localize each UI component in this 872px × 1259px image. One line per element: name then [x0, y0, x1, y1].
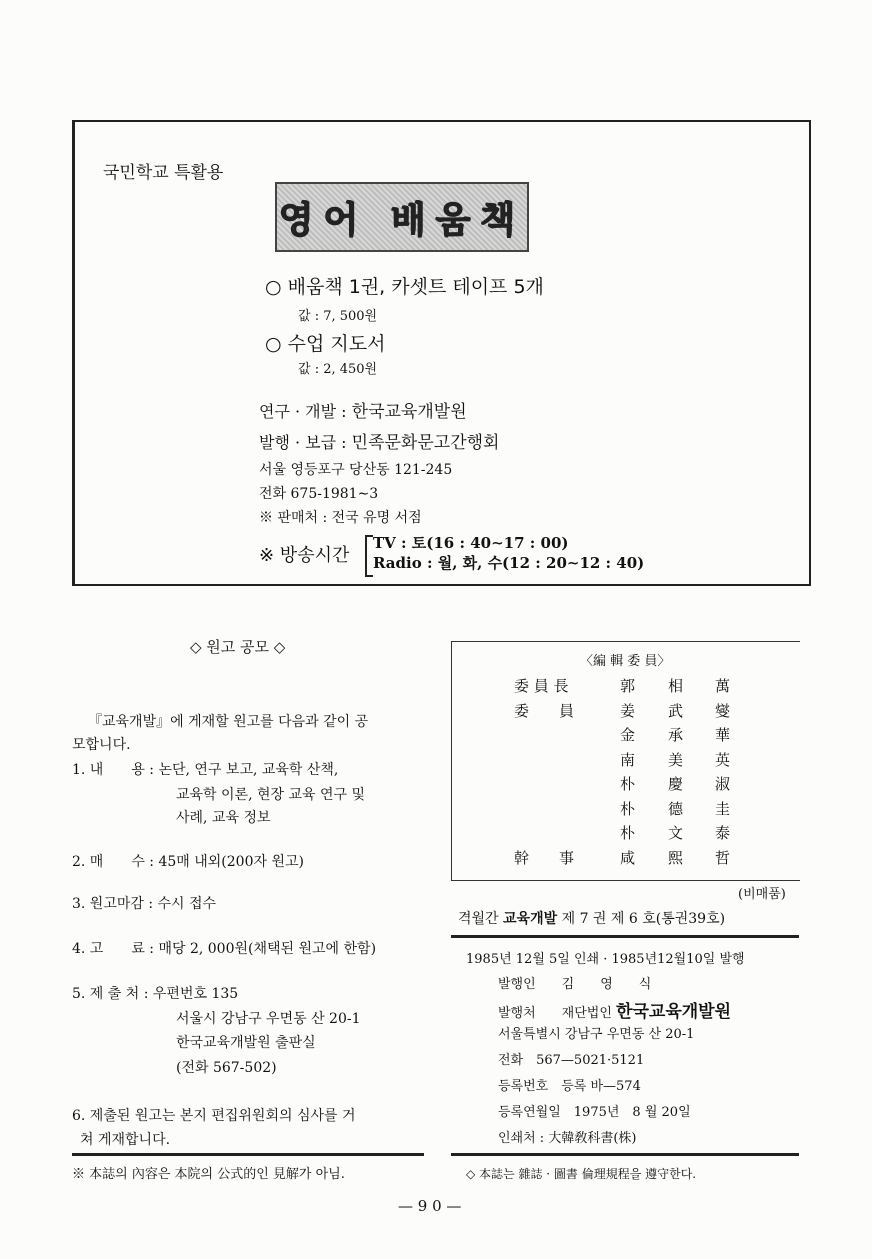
- editor-name-char: 華: [715, 726, 731, 744]
- ad-item-2-price: 값 : 2, 450원: [298, 362, 378, 377]
- call-item-5: 5. 제 출 처 : 우편번호 135: [72, 986, 239, 1002]
- ad-item-1: ○ 배움책 1권, 카셋트 테이프 5개: [265, 276, 544, 298]
- colophon-publisher: 발행인 김 영 식: [498, 977, 652, 992]
- call-item-5-cont: (전화 567-502): [176, 1060, 277, 1076]
- editor-name-char: 咸: [620, 848, 636, 867]
- editor-name-char: 南: [620, 750, 636, 769]
- journal-name: 교육개발: [503, 911, 558, 927]
- editor-name-char: 文: [668, 824, 684, 842]
- call-intro-line-1: 『교육개발』에 게재할 원고를 다음과 같이 공: [88, 714, 369, 730]
- ad-phone: 전화 675-1981∼3: [259, 486, 379, 502]
- editor-role: 委 員 長: [514, 677, 569, 695]
- colophon-rule-top: [451, 935, 799, 938]
- ad-address: 서울 영등포구 당산동 121-245: [259, 462, 453, 478]
- not-for-sale: (비매품): [738, 887, 786, 902]
- editor-name-char: 淑: [715, 775, 731, 793]
- editor-name-char: 金: [620, 726, 636, 744]
- ad-item-2: ○ 수업 지도서: [265, 333, 386, 355]
- colophon-org: 발행처 재단법인 한국교육개발원: [498, 1002, 732, 1022]
- ad-tv-time: TV : 토(16 : 40∼17 : 00): [373, 534, 569, 552]
- call-item-4: 4. 고 료 : 매당 2, 000원(채택된 원고에 한함): [72, 941, 377, 957]
- ad-subtitle: 국민학교 특활용: [103, 163, 224, 183]
- editors-heading: 〈編 輯 委 員〉: [580, 654, 671, 669]
- call-item-6: 6. 제출된 원고는 본지 편집위원회의 심사를 거: [72, 1108, 356, 1124]
- editor-name-char: 慶: [668, 775, 684, 793]
- editor-role: 幹 事: [514, 848, 575, 867]
- colophon-address: 서울특별시 강남구 우면동 산 20-1: [498, 1027, 695, 1042]
- call-item-5-cont: 서울시 강남구 우면동 산 20-1: [176, 1011, 361, 1027]
- editor-name-char: 朴: [620, 824, 636, 842]
- call-item-1-cont: 교육학 이론, 현장 교육 연구 및: [176, 787, 365, 803]
- editor-name-char: 德: [668, 799, 684, 818]
- org-logo-name: 한국교육개발원: [616, 1002, 732, 1022]
- colophon-printer: 인쇄처 : 大韓敎科書(株): [498, 1131, 637, 1146]
- editor-name-char: 萬: [715, 677, 731, 695]
- journal-line: 격월간 교육개발 제 7 권 제 6 호(통권39호): [458, 911, 726, 927]
- ad-sales: ※ 판매처 : 전국 유명 서점: [259, 510, 422, 526]
- call-item-5-cont: 한국교육개발원 출판실: [176, 1035, 316, 1051]
- editor-name-char: 朴: [620, 799, 636, 818]
- editor-name-char: 郭: [620, 677, 636, 695]
- page-number: — 9 0 —: [398, 1197, 462, 1215]
- circle-icon: ○: [265, 333, 288, 355]
- circle-icon: ○: [265, 276, 288, 298]
- editor-role: 委 員: [514, 701, 575, 720]
- editor-name-char: 英: [715, 750, 731, 769]
- editor-name-char: 姜: [620, 701, 636, 720]
- call-item-1-cont: 사례, 교육 정보: [176, 810, 271, 826]
- editor-name-char: 承: [668, 726, 684, 744]
- editor-name-char: 圭: [715, 799, 731, 818]
- ad-banner: [275, 182, 529, 252]
- editor-name-char: 相: [668, 677, 684, 695]
- left-divider: [72, 1153, 424, 1156]
- editor-name-char: 朴: [620, 775, 636, 793]
- editor-name-char: 武: [668, 701, 684, 720]
- colophon-phone: 전화 567—5021·5121: [498, 1053, 645, 1068]
- colophon-rule-bottom: [451, 1153, 799, 1156]
- editor-name-char: 燮: [715, 701, 731, 720]
- colophon-reg-no: 등록번호 등록 바—574: [498, 1079, 641, 1094]
- call-intro-line-2: 모합니다.: [72, 737, 131, 753]
- ad-banner-title: 영어 배움책: [278, 198, 526, 241]
- ad-item-1-price: 값 : 7, 500원: [298, 309, 378, 324]
- call-item-2: 2. 매 수 : 45매 내외(200자 원고): [72, 854, 304, 870]
- ad-research: 연구 · 개발 : 한국교육개발원: [259, 402, 467, 422]
- call-item-1: 1. 내 용 : 논단, 연구 보고, 교육학 산책,: [72, 762, 339, 778]
- call-item-3: 3. 원고마감 : 수시 접수: [72, 896, 217, 912]
- call-heading: ◇ 원고 공모 ◇: [190, 638, 286, 656]
- brace-bracket: [365, 535, 373, 577]
- ad-broadcast-label: ※ 방송시간: [259, 545, 350, 566]
- editor-name-char: 哲: [715, 848, 731, 867]
- colophon-dates: 1985년 12월 5일 인쇄 · 1985년12월10일 발행: [466, 952, 745, 967]
- call-item-6-cont: 쳐 게재합니다.: [80, 1132, 171, 1148]
- ad-radio-time: Radio : 월, 화, 수(12 : 20∼12 : 40): [373, 554, 645, 572]
- editor-name-char: 泰: [715, 824, 731, 842]
- disclaimer: ※ 本誌의 內容은 本院의 公式的인 見解가 아님.: [72, 1167, 345, 1182]
- ad-publisher: 발행 · 보급 : 민족문화문고간행회: [259, 433, 500, 453]
- editor-name-char: 美: [668, 750, 684, 769]
- editor-name-char: 熙: [668, 848, 684, 867]
- ethics-note: ◇ 本誌는 雜誌 · 圖書 倫理規程을 遵守한다.: [466, 1167, 697, 1181]
- colophon-reg-date: 등록연월일 1975년 8 월 20일: [498, 1105, 691, 1120]
